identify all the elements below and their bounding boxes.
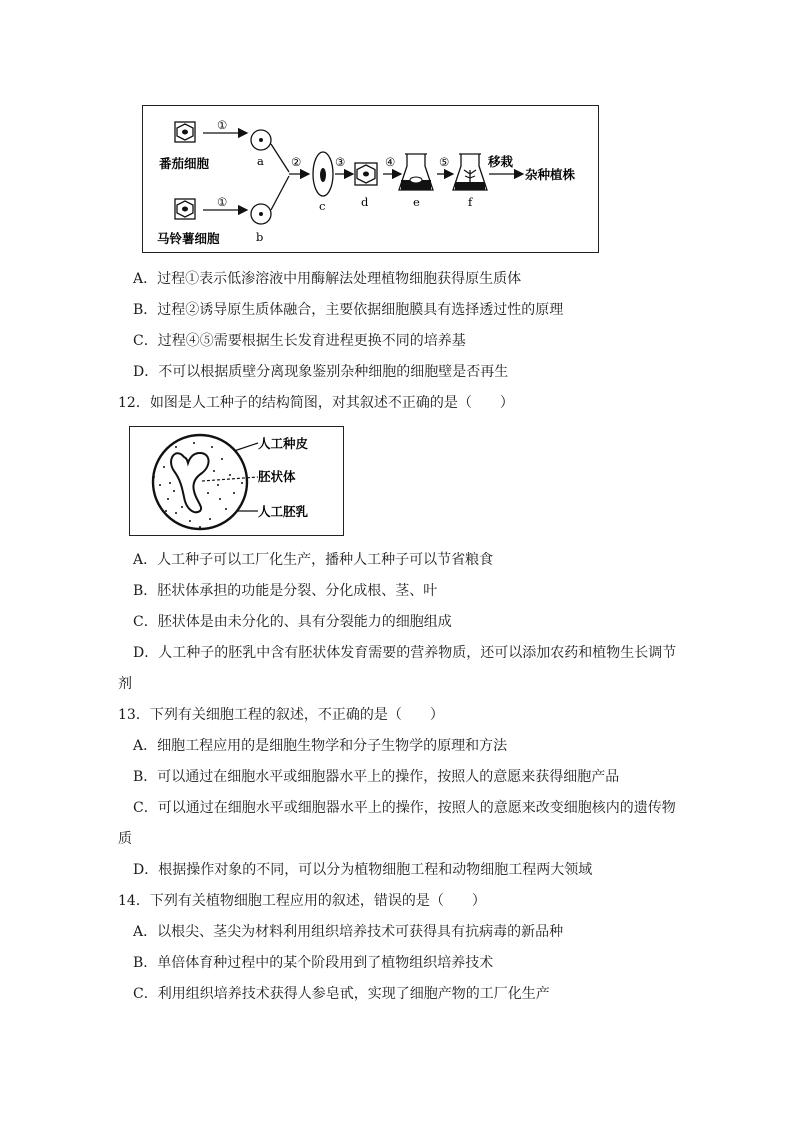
q13-option-a: A．细胞工程应用的是细胞生物学和分子生物学的原理和方法 <box>133 738 508 754</box>
letter-b: b <box>256 230 264 244</box>
step1-bottom-label: ① <box>217 195 228 209</box>
label-seed-coat: 人工种皮 <box>258 436 309 451</box>
q13-stem: 13．下列有关细胞工程的叙述，不正确的是（ ） <box>118 707 444 723</box>
hybrid-plant-label: 杂种植株 <box>525 167 576 182</box>
letter-c: c <box>319 199 326 213</box>
transplant-label: 移栽 <box>488 154 514 169</box>
q14-stem: 14．下列有关植物细胞工程应用的叙述，错误的是（ ） <box>118 893 486 909</box>
flask-f-plantlet <box>453 154 487 190</box>
q12-option-b: B．胚状体承担的功能是分裂、分化成根、茎、叶 <box>133 583 438 599</box>
q11-option-b: B．过程②诱导原生质体融合，主要依据细胞膜具有选择透过性的原理 <box>133 302 564 318</box>
q11-option-d: D．不可以根据质壁分离现象鉴别杂种细胞的细胞壁是否再生 <box>133 364 509 380</box>
q11-option-c: C．过程④⑤需要根据生长发育进程更换不同的培养基 <box>133 333 466 349</box>
q12-option-a: A．人工种子可以工厂化生产，播种人工种子可以节省粮食 <box>133 552 494 568</box>
embryoid-shape <box>171 453 209 512</box>
letter-d: d <box>361 195 369 209</box>
step3-label: ③ <box>335 155 346 169</box>
q13-option-c-line1: C．可以通过在细胞水平或细胞器水平上的操作，按照人的意愿来改变细胞核内的遗传物 <box>133 800 676 816</box>
label-endosperm: 人工胚乳 <box>258 504 309 519</box>
q13-option-b: B．可以通过在细胞水平或细胞器水平上的操作，按照人的意愿来获得细胞产品 <box>133 769 620 785</box>
q11-option-a: A．过程①表示低渗溶液中用酶解法处理植物细胞获得原生质体 <box>133 271 522 287</box>
somatic-hybridization-diagram <box>142 105 599 253</box>
step2-label: ② <box>291 155 302 169</box>
q12-option-c: C．胚状体是由未分化的、具有分裂能力的细胞组成 <box>133 614 452 630</box>
diagram-svg <box>143 106 598 252</box>
tomato-cell-icon <box>175 122 195 142</box>
letter-e: e <box>413 195 420 209</box>
label-potato-cell: 马铃薯细胞 <box>157 231 220 246</box>
fused-cell-c <box>313 152 333 196</box>
letter-a: a <box>257 154 264 168</box>
step4-label: ④ <box>385 155 396 169</box>
seed-coat-outline <box>153 435 247 529</box>
hybrid-cell-d <box>355 163 377 185</box>
q12-stem: 12．如图是人工种子的结构简图，对其叙述不正确的是（ ） <box>118 395 514 411</box>
label-tomato-cell: 番茄细胞 <box>159 156 210 171</box>
artificial-seed-diagram <box>129 426 344 536</box>
letter-f: f <box>468 195 473 209</box>
q14-option-a: A．以根尖、茎尖为材料利用组织培养技术可获得具有抗病毒的新品种 <box>133 924 564 940</box>
q12-option-d-line1: D．人工种子的胚乳中含有胚状体发育需要的营养物质，还可以添加农药和植物生长调节 <box>133 645 677 661</box>
q12-option-d-line2: 剂 <box>118 676 132 692</box>
flask-e-callus <box>399 154 433 190</box>
q13-option-d: D．根据操作对象的不同，可以分为植物细胞工程和动物细胞工程两大领域 <box>133 862 593 878</box>
q14-option-b: B．单倍体育种过程中的某个阶段用到了植物组织培养技术 <box>133 955 494 971</box>
q13-option-c-line2: 质 <box>118 831 132 847</box>
leader-embryoid <box>202 477 258 481</box>
merge-line-bottom <box>271 176 289 210</box>
step5-label: ⑤ <box>439 155 450 169</box>
leader-coat <box>234 443 258 451</box>
label-embryoid: 胚状体 <box>258 469 296 484</box>
potato-cell-icon <box>175 199 195 219</box>
merge-line-top <box>271 144 289 172</box>
step1-top-label: ① <box>217 118 228 132</box>
q14-option-c: C．利用组织培养技术获得人参皂甙，实现了细胞产物的工厂化生产 <box>133 986 550 1002</box>
seed-svg <box>130 427 343 535</box>
